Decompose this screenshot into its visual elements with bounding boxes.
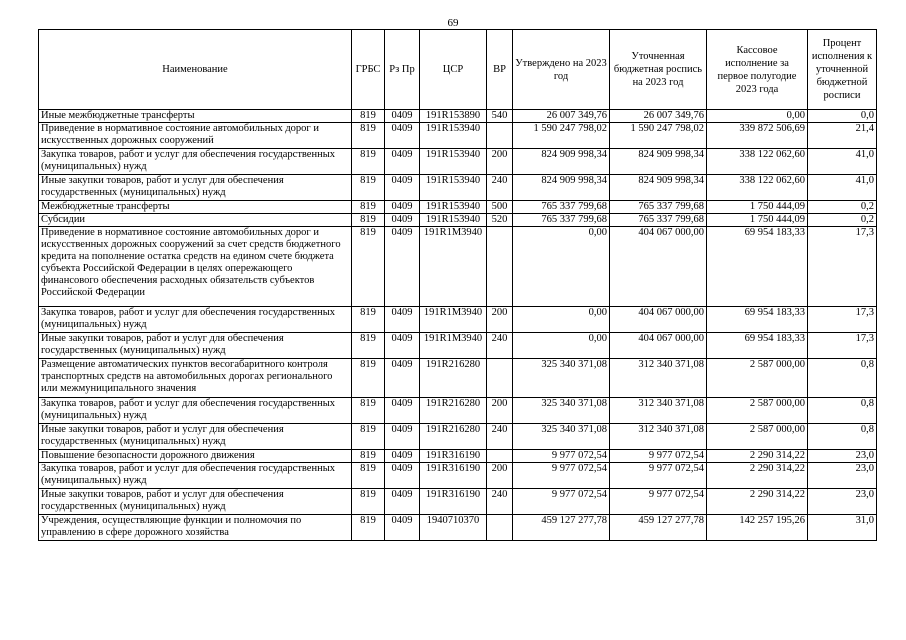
cell-csr: 1940710370 [420, 515, 487, 541]
cell-revised: 404 067 000,00 [610, 333, 707, 359]
cell-rz-pr: 0409 [385, 398, 420, 424]
cell-cash: 338 122 062,60 [707, 149, 808, 175]
cell-percent: 0,8 [808, 398, 877, 424]
cell-rz-pr: 0409 [385, 201, 420, 214]
cell-approved: 9 977 072,54 [513, 489, 610, 515]
cell-cash: 69 954 183,33 [707, 333, 808, 359]
cell-csr: 191R216280 [420, 398, 487, 424]
cell-vr: 240 [487, 424, 513, 450]
cell-rz-pr: 0409 [385, 227, 420, 307]
cell-rz-pr: 0409 [385, 307, 420, 333]
cell-grbs: 819 [352, 123, 385, 149]
cell-grbs: 819 [352, 359, 385, 398]
cell-rz-pr: 0409 [385, 214, 420, 227]
cell-cash: 2 290 314,22 [707, 450, 808, 463]
cell-rz-pr: 0409 [385, 175, 420, 201]
cell-csr: 191R216280 [420, 359, 487, 398]
cell-csr: 191R1M3940 [420, 227, 487, 307]
cell-name: Иные закупки товаров, работ и услуг для обеспечения государственных (муниципальных) нужд [39, 175, 352, 201]
cell-rz-pr: 0409 [385, 450, 420, 463]
cell-name: Иные закупки товаров, работ и услуг для обеспечения государственных (муниципальных) нужд [39, 489, 352, 515]
cell-revised: 1 590 247 798,02 [610, 123, 707, 149]
cell-revised: 404 067 000,00 [610, 227, 707, 307]
cell-grbs: 819 [352, 214, 385, 227]
cell-vr: 520 [487, 214, 513, 227]
cell-percent: 23,0 [808, 489, 877, 515]
table-row [39, 123, 877, 149]
cell-vr: 200 [487, 307, 513, 333]
cell-vr: 200 [487, 398, 513, 424]
cell-cash: 1 750 444,09 [707, 201, 808, 214]
cell-grbs: 819 [352, 227, 385, 307]
cell-cash: 338 122 062,60 [707, 175, 808, 201]
cell-csr: 191R1M3940 [420, 333, 487, 359]
cell-percent: 23,0 [808, 463, 877, 489]
cell-revised: 765 337 799,68 [610, 214, 707, 227]
cell-csr: 191R153940 [420, 175, 487, 201]
col-header-cash: Кассовое исполнение за первое полугодие 2023 года [707, 30, 808, 110]
cell-vr: 240 [487, 333, 513, 359]
cell-csr: 191R153940 [420, 123, 487, 149]
cell-percent: 17,3 [808, 307, 877, 333]
cell-name: Межбюджетные трансферты [39, 201, 352, 214]
cell-percent: 0,0 [808, 110, 877, 123]
cell-csr: 191R316190 [420, 450, 487, 463]
cell-approved: 459 127 277,78 [513, 515, 610, 541]
cell-rz-pr: 0409 [385, 123, 420, 149]
cell-percent: 41,0 [808, 149, 877, 175]
cell-csr: 191R153940 [420, 214, 487, 227]
col-header-name: Наименование [39, 30, 352, 110]
cell-percent: 41,0 [808, 175, 877, 201]
cell-revised: 824 909 998,34 [610, 149, 707, 175]
col-header-rz-pr: Рз Пр [385, 30, 420, 110]
cell-approved: 765 337 799,68 [513, 201, 610, 214]
cell-csr: 191R153890 [420, 110, 487, 123]
cell-name: Закупка товаров, работ и услуг для обеспечения государственных (муниципальных) нужд [39, 398, 352, 424]
cell-grbs: 819 [352, 463, 385, 489]
cell-grbs: 819 [352, 424, 385, 450]
cell-cash: 0,00 [707, 110, 808, 123]
cell-revised: 824 909 998,34 [610, 175, 707, 201]
table-row [39, 307, 877, 333]
cell-cash: 2 587 000,00 [707, 359, 808, 398]
cell-rz-pr: 0409 [385, 333, 420, 359]
cell-revised: 9 977 072,54 [610, 489, 707, 515]
cell-percent: 21,4 [808, 123, 877, 149]
cell-cash: 339 872 506,69 [707, 123, 808, 149]
cell-cash: 2 290 314,22 [707, 463, 808, 489]
cell-approved: 765 337 799,68 [513, 214, 610, 227]
cell-cash: 69 954 183,33 [707, 227, 808, 307]
cell-approved: 325 340 371,08 [513, 398, 610, 424]
cell-revised: 312 340 371,08 [610, 359, 707, 398]
table-row [39, 463, 877, 489]
cell-approved: 0,00 [513, 333, 610, 359]
cell-approved: 0,00 [513, 307, 610, 333]
cell-name: Иные межбюджетные трансферты [39, 110, 352, 123]
cell-percent: 0,8 [808, 424, 877, 450]
cell-rz-pr: 0409 [385, 489, 420, 515]
cell-name: Приведение в нормативное состояние автомобильных дорог и искусственных дорожных сооружений [39, 123, 352, 149]
table-row [39, 175, 877, 201]
cell-revised: 9 977 072,54 [610, 450, 707, 463]
cell-vr [487, 123, 513, 149]
cell-grbs: 819 [352, 450, 385, 463]
cell-csr: 191R1M3940 [420, 307, 487, 333]
cell-vr [487, 359, 513, 398]
cell-vr [487, 450, 513, 463]
cell-approved: 824 909 998,34 [513, 149, 610, 175]
cell-approved: 9 977 072,54 [513, 450, 610, 463]
cell-percent: 17,3 [808, 227, 877, 307]
cell-vr: 200 [487, 149, 513, 175]
cell-vr: 240 [487, 489, 513, 515]
table-row [39, 424, 877, 450]
cell-grbs: 819 [352, 149, 385, 175]
cell-grbs: 819 [352, 489, 385, 515]
cell-csr: 191R216280 [420, 424, 487, 450]
cell-approved: 325 340 371,08 [513, 424, 610, 450]
cell-csr: 191R316190 [420, 463, 487, 489]
table-row [39, 515, 877, 541]
cell-name: Учреждения, осуществляющие функции и полномочия по управлению в сфере дорожного хозяйства [39, 515, 352, 541]
cell-rz-pr: 0409 [385, 149, 420, 175]
cell-percent: 0,2 [808, 214, 877, 227]
cell-grbs: 819 [352, 398, 385, 424]
cell-csr: 191R153940 [420, 149, 487, 175]
table-body [39, 110, 877, 541]
budget-table [38, 29, 877, 541]
cell-cash: 142 257 195,26 [707, 515, 808, 541]
cell-name: Иные закупки товаров, работ и услуг для обеспечения государственных (муниципальных) нужд [39, 333, 352, 359]
cell-name: Закупка товаров, работ и услуг для обеспечения государственных (муниципальных) нужд [39, 463, 352, 489]
cell-vr [487, 515, 513, 541]
cell-cash: 2 587 000,00 [707, 398, 808, 424]
table-header-row [39, 30, 877, 110]
cell-grbs: 819 [352, 333, 385, 359]
table-row [39, 201, 877, 214]
col-header-grbs: ГРБС [352, 30, 385, 110]
cell-vr: 540 [487, 110, 513, 123]
cell-name: Закупка товаров, работ и услуг для обеспечения государственных (муниципальных) нужд [39, 307, 352, 333]
cell-rz-pr: 0409 [385, 110, 420, 123]
cell-vr [487, 227, 513, 307]
cell-name: Субсидии [39, 214, 352, 227]
cell-rz-pr: 0409 [385, 515, 420, 541]
cell-name: Закупка товаров, работ и услуг для обеспечения государственных (муниципальных) нужд [39, 149, 352, 175]
cell-cash: 1 750 444,09 [707, 214, 808, 227]
table-row [39, 450, 877, 463]
cell-cash: 69 954 183,33 [707, 307, 808, 333]
cell-revised: 404 067 000,00 [610, 307, 707, 333]
cell-approved: 824 909 998,34 [513, 175, 610, 201]
cell-vr: 500 [487, 201, 513, 214]
cell-percent: 23,0 [808, 450, 877, 463]
cell-grbs: 819 [352, 175, 385, 201]
cell-approved: 0,00 [513, 227, 610, 307]
cell-grbs: 819 [352, 307, 385, 333]
cell-cash: 2 290 314,22 [707, 489, 808, 515]
cell-revised: 312 340 371,08 [610, 424, 707, 450]
col-header-revised: Уточненная бюджетная роспись на 2023 год [610, 30, 707, 110]
cell-approved: 9 977 072,54 [513, 463, 610, 489]
cell-rz-pr: 0409 [385, 424, 420, 450]
cell-name: Приведение в нормативное состояние автомобильных дорог и искусственных дорожных сооружений за счет средств бюджетного кредита на пополнение остатка средств на едином счете бюджета субъекта Российской Федерации в целях опережающего финансового обеспечения расходных обязательств субъектов Российской Федерации [39, 227, 352, 307]
table-row [39, 149, 877, 175]
cell-percent: 0,8 [808, 359, 877, 398]
cell-grbs: 819 [352, 110, 385, 123]
cell-revised: 765 337 799,68 [610, 201, 707, 214]
table-row [39, 110, 877, 123]
cell-revised: 459 127 277,78 [610, 515, 707, 541]
cell-csr: 191R153940 [420, 201, 487, 214]
cell-percent: 0,2 [808, 201, 877, 214]
page-number: 69 [447, 17, 459, 29]
table-row [39, 489, 877, 515]
cell-approved: 26 007 349,76 [513, 110, 610, 123]
col-header-percent: Процент исполнения к уточненной бюджетной росписи [808, 30, 877, 110]
cell-csr: 191R316190 [420, 489, 487, 515]
cell-vr: 200 [487, 463, 513, 489]
col-header-csr: ЦСР [420, 30, 487, 110]
col-header-vr: ВР [487, 30, 513, 110]
cell-revised: 26 007 349,76 [610, 110, 707, 123]
cell-percent: 31,0 [808, 515, 877, 541]
cell-vr: 240 [487, 175, 513, 201]
cell-rz-pr: 0409 [385, 463, 420, 489]
cell-grbs: 819 [352, 201, 385, 214]
cell-name: Размещение автоматических пунктов весогабаритного контроля транспортных средств на автомобильных дорогах регионального или межмуниципального значения [39, 359, 352, 398]
table-row [39, 227, 877, 307]
cell-revised: 9 977 072,54 [610, 463, 707, 489]
cell-cash: 2 587 000,00 [707, 424, 808, 450]
table-row [39, 398, 877, 424]
cell-name: Повышение безопасности дорожного движения [39, 450, 352, 463]
cell-approved: 325 340 371,08 [513, 359, 610, 398]
cell-approved: 1 590 247 798,02 [513, 123, 610, 149]
table-row [39, 333, 877, 359]
cell-grbs: 819 [352, 515, 385, 541]
cell-revised: 312 340 371,08 [610, 398, 707, 424]
cell-percent: 17,3 [808, 333, 877, 359]
table-row [39, 214, 877, 227]
cell-rz-pr: 0409 [385, 359, 420, 398]
table-row [39, 359, 877, 398]
col-header-approved: Утверждено на 2023 год [513, 30, 610, 110]
cell-name: Иные закупки товаров, работ и услуг для обеспечения государственных (муниципальных) нужд [39, 424, 352, 450]
